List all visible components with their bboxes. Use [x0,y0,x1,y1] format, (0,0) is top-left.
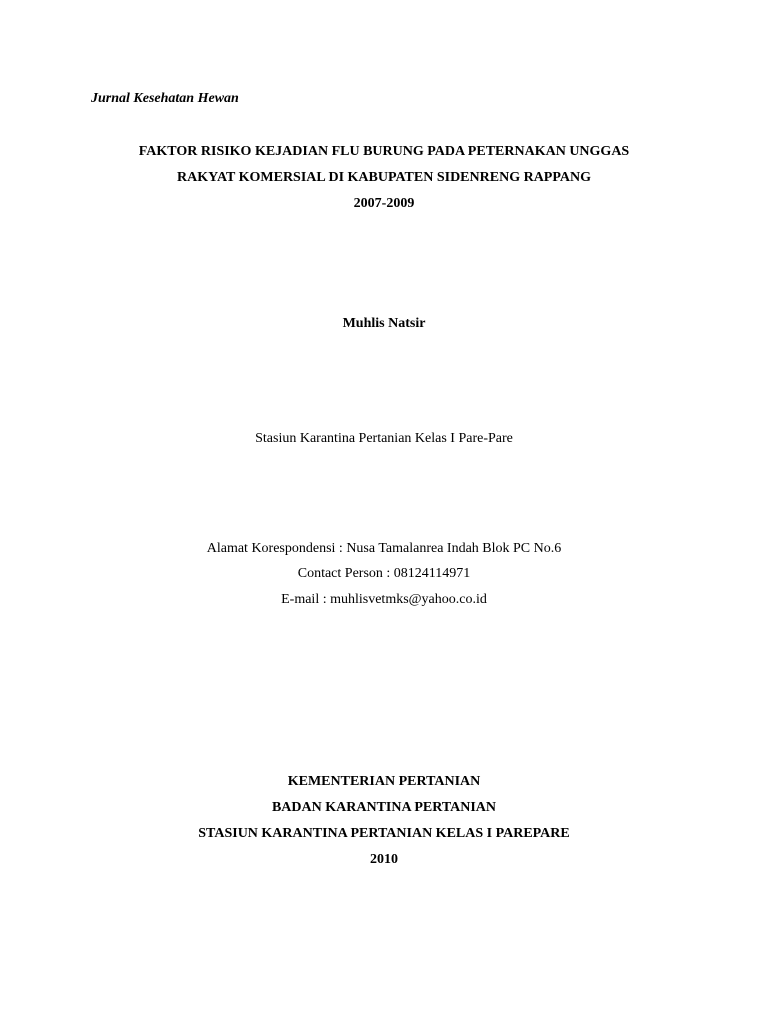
author-name: Muhlis Natsir [342,316,426,331]
correspondence-address: Alamat Korespondensi : Nusa Tamalanrea Indah Blok PC No.6 [206,541,562,556]
institution-ministry: KEMENTERIAN PERTANIAN [287,774,481,789]
institution-agency: BADAN KARANTINA PERTANIAN [271,800,497,815]
affiliation: Stasiun Karantina Pertanian Kelas I Pare-Pare [255,431,513,446]
contact-person: Contact Person : 08124114971 [297,566,471,581]
title-line-2: RAKYAT KOMERSIAL DI KABUPATEN SIDENRENG RAPPANG [177,170,591,185]
title-year: 2007-2009 [353,196,415,211]
institution-station: STASIUN KARANTINA PERTANIAN KELAS I PAREPARE [198,826,570,841]
email-address: E-mail : muhlisvetmks@yahoo.co.id [281,592,487,607]
title-line-1: FAKTOR RISIKO KEJADIAN FLU BURUNG PADA PETERNAKAN UNGGAS [138,144,630,159]
journal-name: Jurnal Kesehatan Hewan [91,91,239,106]
institution-year: 2010 [370,852,398,867]
